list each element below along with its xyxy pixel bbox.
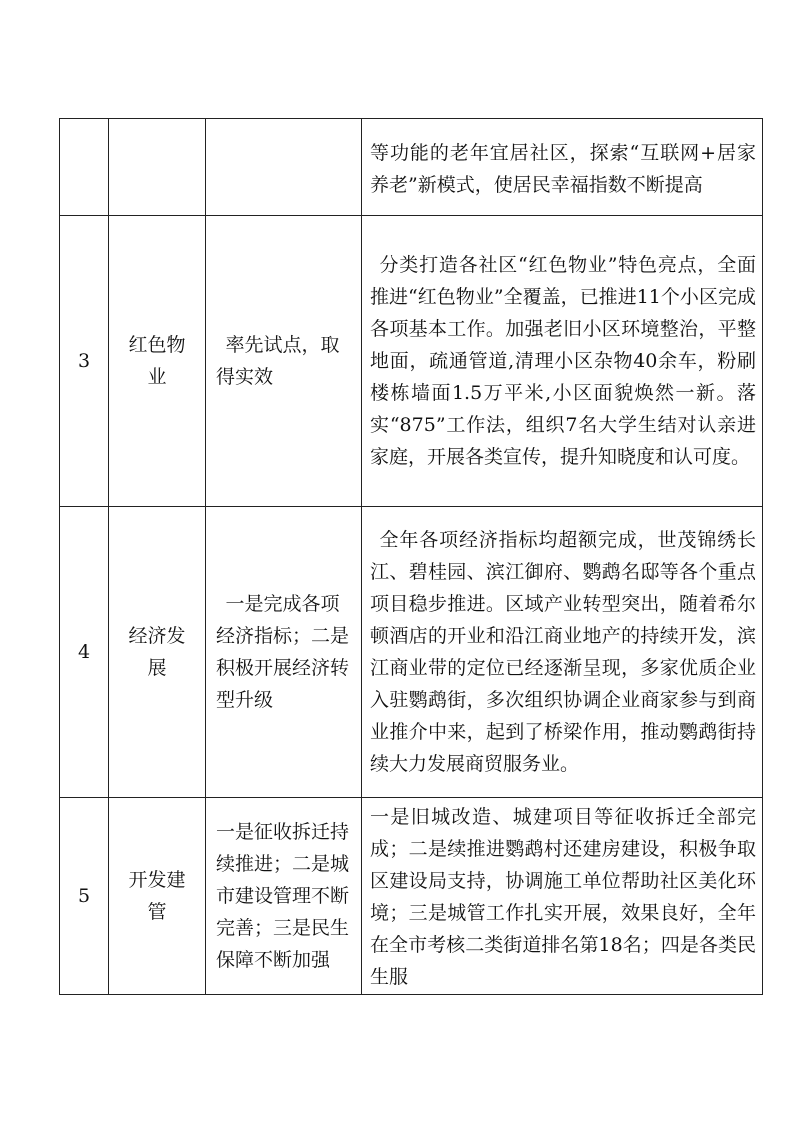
work-summary-table	[59, 118, 763, 995]
row-number-cell	[60, 119, 109, 216]
goal-cell	[206, 798, 362, 995]
row-number: 4	[77, 641, 91, 663]
description-cell	[362, 507, 763, 798]
row-number-cell	[60, 507, 109, 798]
goal-text: 率先试点，取得实效	[216, 334, 340, 388]
row-number-cell	[60, 216, 109, 507]
goal-cell	[206, 216, 362, 507]
description-text: 等功能的老年宜居社区，探索“互联网+居家养老”新模式，使居民幸福指数不断提高	[370, 142, 756, 196]
table-row	[60, 507, 763, 798]
goal-cell	[206, 119, 362, 216]
description-cell	[362, 798, 763, 995]
category-text: 红色物业	[128, 334, 186, 388]
row-number-cell	[60, 798, 109, 995]
category-cell	[109, 119, 206, 216]
row-number: 5	[77, 885, 91, 907]
category-text: 经济发展	[128, 625, 186, 679]
description-cell	[362, 216, 763, 507]
category-cell	[109, 507, 206, 798]
goal-text: 一是征收拆迁持续推进；二是城市建设管理不断完善；三是民生保障不断加强	[216, 821, 350, 971]
category-cell	[109, 798, 206, 995]
category-cell	[109, 216, 206, 507]
description-text: 全年各项经济指标均超额完成，世茂锦绣长江、碧桂园、滨江御府、鹦鹉名邸等各个重点项目稳步推进。区域产业转型突出，随着希尔顿酒店的开业和沿江商业地产的持续开发，滨江商业带的定位已经逐渐呈现，多家优质企业入驻鹦鹉街，多次组织协调企业商家参与到商业推介中来，起到了桥梁作用，推动鹦鹉街持续大力发展商贸服务业。	[370, 529, 756, 775]
description-text: 一是旧城改造、城建项目等征收拆迁全部完成；二是续推进鹦鹉村还建房建设，积极争取区建设局支持，协调施工单位帮助社区美化环境；三是城管工作扎实开展，效果良好，全年在全市考核二类街道排名第18名；四是各类民生服	[370, 806, 756, 988]
goal-cell	[206, 507, 362, 798]
description-text: 分类打造各社区“红色物业”特色亮点，全面推进“红色物业”全覆盖，已推进11个小区完成各项基本工作。加强老旧小区环境整治，平整地面，疏通管道,清理小区杂物40余车，粉刷楼栋墙面1.5万平米,小区面貌焕然一新。落实“875”工作法，组织7名大学生结对认亲进家庭，开展各类宣传，提升知晓度和认可度。	[370, 254, 756, 468]
table-row	[60, 216, 763, 507]
table-row	[60, 798, 763, 995]
goal-text: 一是完成各项经济指标；二是积极开展经济转型升级	[216, 593, 350, 711]
description-cell	[362, 119, 763, 216]
category-text: 开发建管	[128, 869, 186, 923]
row-number: 3	[77, 350, 91, 372]
table-row	[60, 119, 763, 216]
